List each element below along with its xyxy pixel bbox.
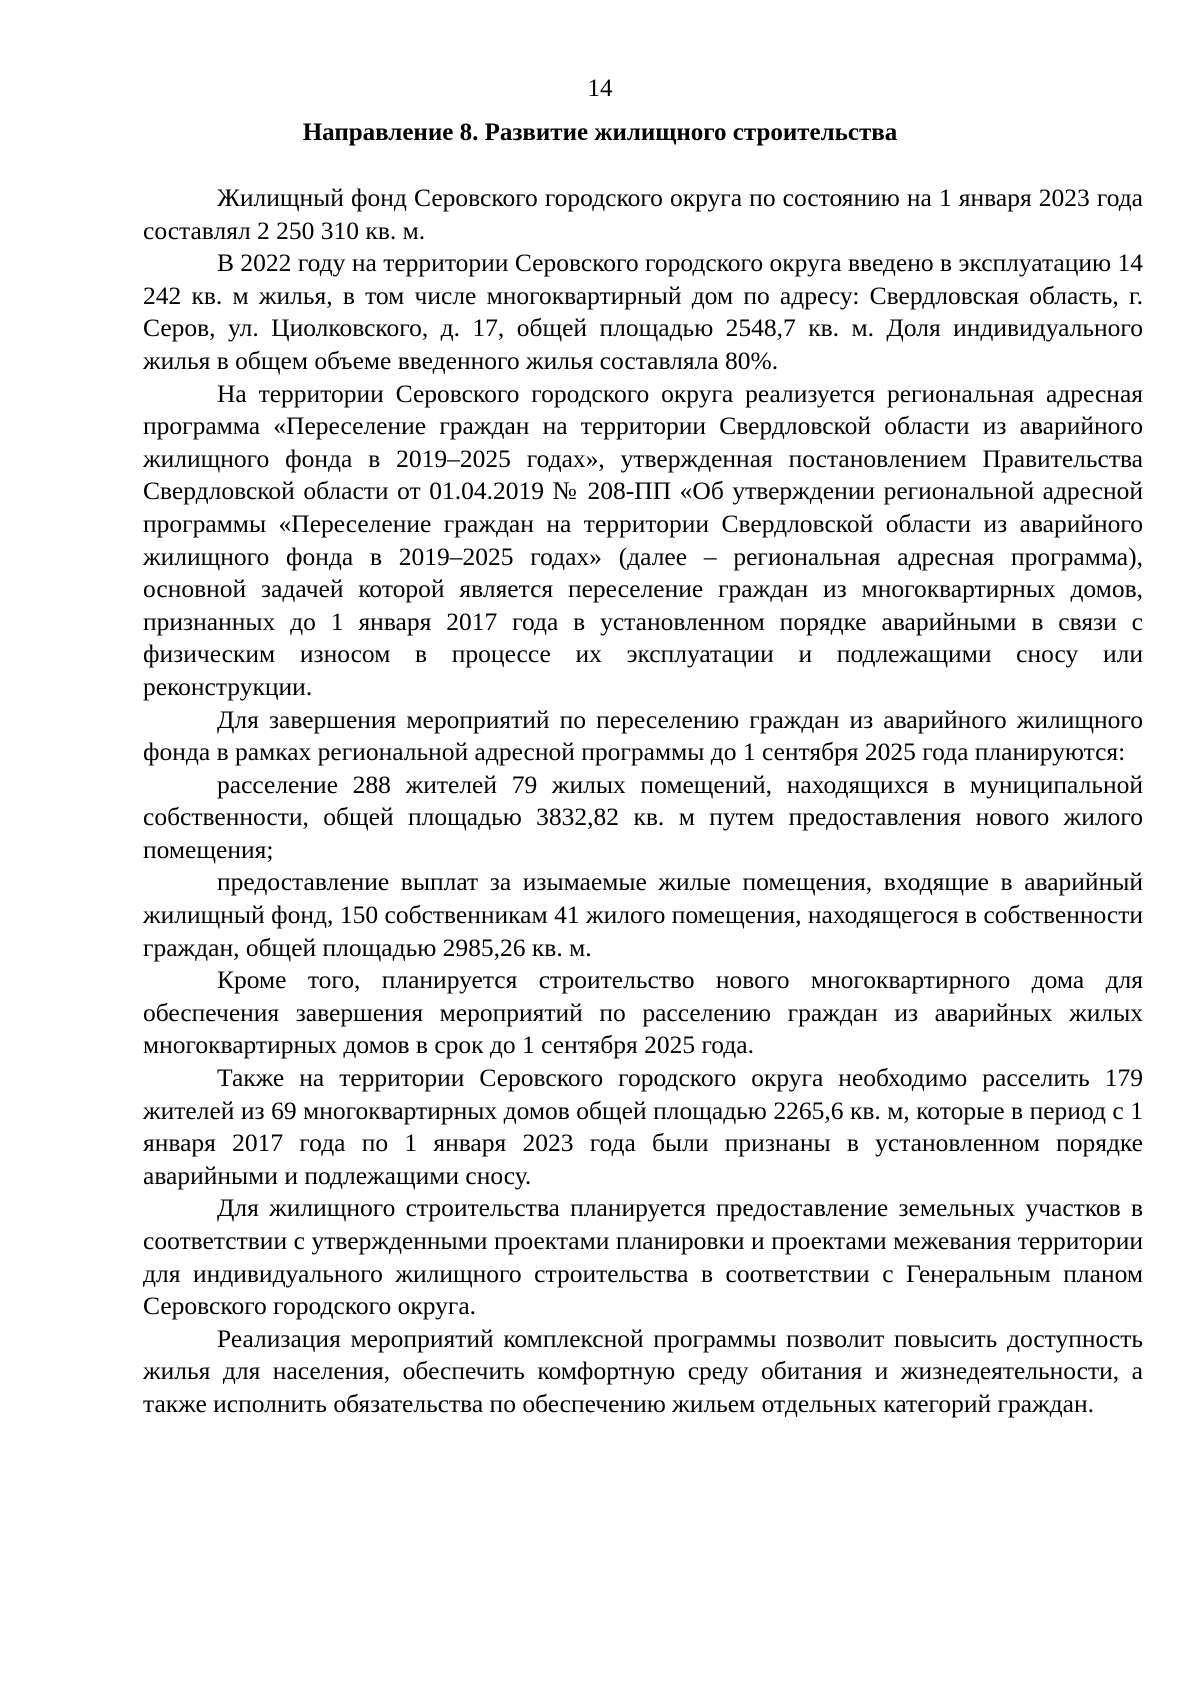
page-number: 14 <box>587 75 613 102</box>
list-item-paragraph: предоставление выплат за изымаемые жилые помещения, входящие в аварийный жилищный фонд, 150 собственникам 41 жилого помещения, находящегося в собственности граждан, общей площадью 2985,26 кв. м. <box>143 867 1143 962</box>
paragraph: Реализация мероприятий комплексной программы позволит повысить доступность жилья для населения, обеспечить комфортную среду обитания и жизнедеятельности, а также исполнить обязательства по обеспечению жильем отдельных категорий граждан. <box>143 1323 1143 1418</box>
paragraph: Жилищный фонд Серовского городского округа по состоянию на 1 января 2023 года составлял 2 250 310 кв. м. <box>143 183 1143 245</box>
section-heading: Направление 8. Развитие жилищного строительства <box>302 119 898 146</box>
paragraph: Для завершения мероприятий по переселению граждан из аварийного жилищного фонда в рамках региональной адресной программы до 1 сентября 2025 года планируются: <box>143 704 1143 767</box>
paragraph: В 2022 году на территории Серовского городского округа введено в эксплуатацию 14 242 кв. м жилья, в том числе многоквартирный дом по адресу: Свердловская область, г. Серов, ул. Циолковского, д. 17, общей площадью 2548,7 кв. м. Доля индивидуального жилья в общем объеме введенного жилья составляла 80%. <box>143 248 1143 375</box>
document-body <box>143 182 1143 1421</box>
paragraph: Для жилищного строительства планируется предоставление земельных участков в соответствии с утвержденными проектами планировки и проектами межевания территории для индивидуального жилищного строительства в соответствии с Генеральным планом Серовского городского округа. <box>143 1193 1143 1321</box>
paragraph: Кроме того, планируется строительство нового многоквартирного дома для обеспечения завершения мероприятий по расселению граждан из аварийных жилых многоквартирных домов в срок до 1 сентября 2025 года. <box>143 965 1143 1060</box>
list-item-paragraph: расселение 288 жителей 79 жилых помещений, находящихся в муниципальной собственности, общей площадью 3832,82 кв. м путем предоставления нового жилого помещения; <box>143 769 1143 864</box>
paragraph: Также на территории Серовского городского округа необходимо расселить 179 жителей из 69 многоквартирных домов общей площадью 2265,6 кв. м, которые в период с 1 января 2017 года по 1 января 2023 года были признаны в установленном порядке аварийными и подлежащими сносу. <box>143 1063 1143 1190</box>
paragraph: На территории Серовского городского округа реализуется региональная адресная программа «Переселение граждан на территории Свердловской области из аварийного жилищного фонда в 2019–2025 годах», утвержденная постановлением Правительства Свердловской области от 01.04.2019 № 208-ПП «Об утверждении региональной адресной программы «Переселение граждан на территории Свердловской области из аварийного жилищного фонда в 2019–2025 годах» (далее – региональная адресная программа), основной задачей которой является переселение граждан из многоквартирных домов, признанных до 1 января 2017 года в установленном порядке аварийными в связи с физическим износом в процессе их эксплуатации и подлежащими сносу или реконструкции. <box>143 378 1143 701</box>
